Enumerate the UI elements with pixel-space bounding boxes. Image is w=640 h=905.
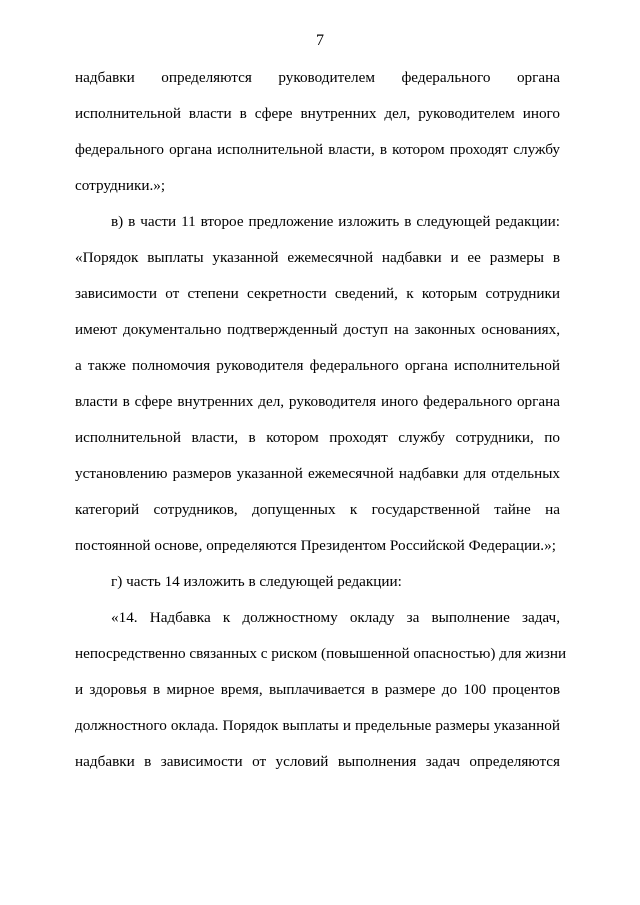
text-line: должностного оклада. Порядок выплаты и предельные размеры указанной [75, 717, 560, 734]
page-number: 7 [316, 32, 324, 49]
text-line: «Порядок выплаты указанной ежемесячной надбавки и ее размеры в [75, 249, 560, 266]
text-line: а также полномочия руководителя федерального органа исполнительной [75, 357, 560, 374]
text-line: постоянной основе, определяются Президентом Российской Федерации.»; [75, 537, 556, 554]
text-line: федерального органа исполнительной власти, в котором проходят службу [75, 141, 560, 158]
text-line: сотрудники.»; [75, 177, 166, 194]
text-line: власти в сфере внутренних дел, руководителя иного федерального органа [75, 393, 560, 410]
text-line: непосредственно связанных с риском (повышенной опасностью) для жизни [75, 645, 567, 662]
text-line: «14. Надбавка к должностному окладу за выполнение задач, [111, 609, 560, 626]
text-line: в) в части 11 второе предложение изложить в следующей редакции: [111, 213, 560, 230]
text-line: категорий сотрудников, допущенных к государственной тайне на [75, 501, 560, 518]
text-line: установлению размеров указанной ежемесячной надбавки для отдельных [75, 465, 560, 482]
text-line: исполнительной власти в сфере внутренних дел, руководителем иного [75, 105, 560, 122]
text-line: надбавки определяются руководителем федерального органа [75, 69, 560, 86]
text-line: исполнительной власти, в котором проходят службу сотрудники, по [75, 429, 560, 446]
text-line: имеют документально подтвержденный доступ на законных основаниях, [75, 321, 560, 338]
text-line: и здоровья в мирное время, выплачивается в размере до 100 процентов [75, 681, 560, 698]
text-line: надбавки в зависимости от условий выполнения задач определяются [75, 753, 560, 770]
text-line: г) часть 14 изложить в следующей редакции: [111, 573, 402, 590]
text-line: зависимости от степени секретности сведений, к которым сотрудники [75, 285, 560, 302]
